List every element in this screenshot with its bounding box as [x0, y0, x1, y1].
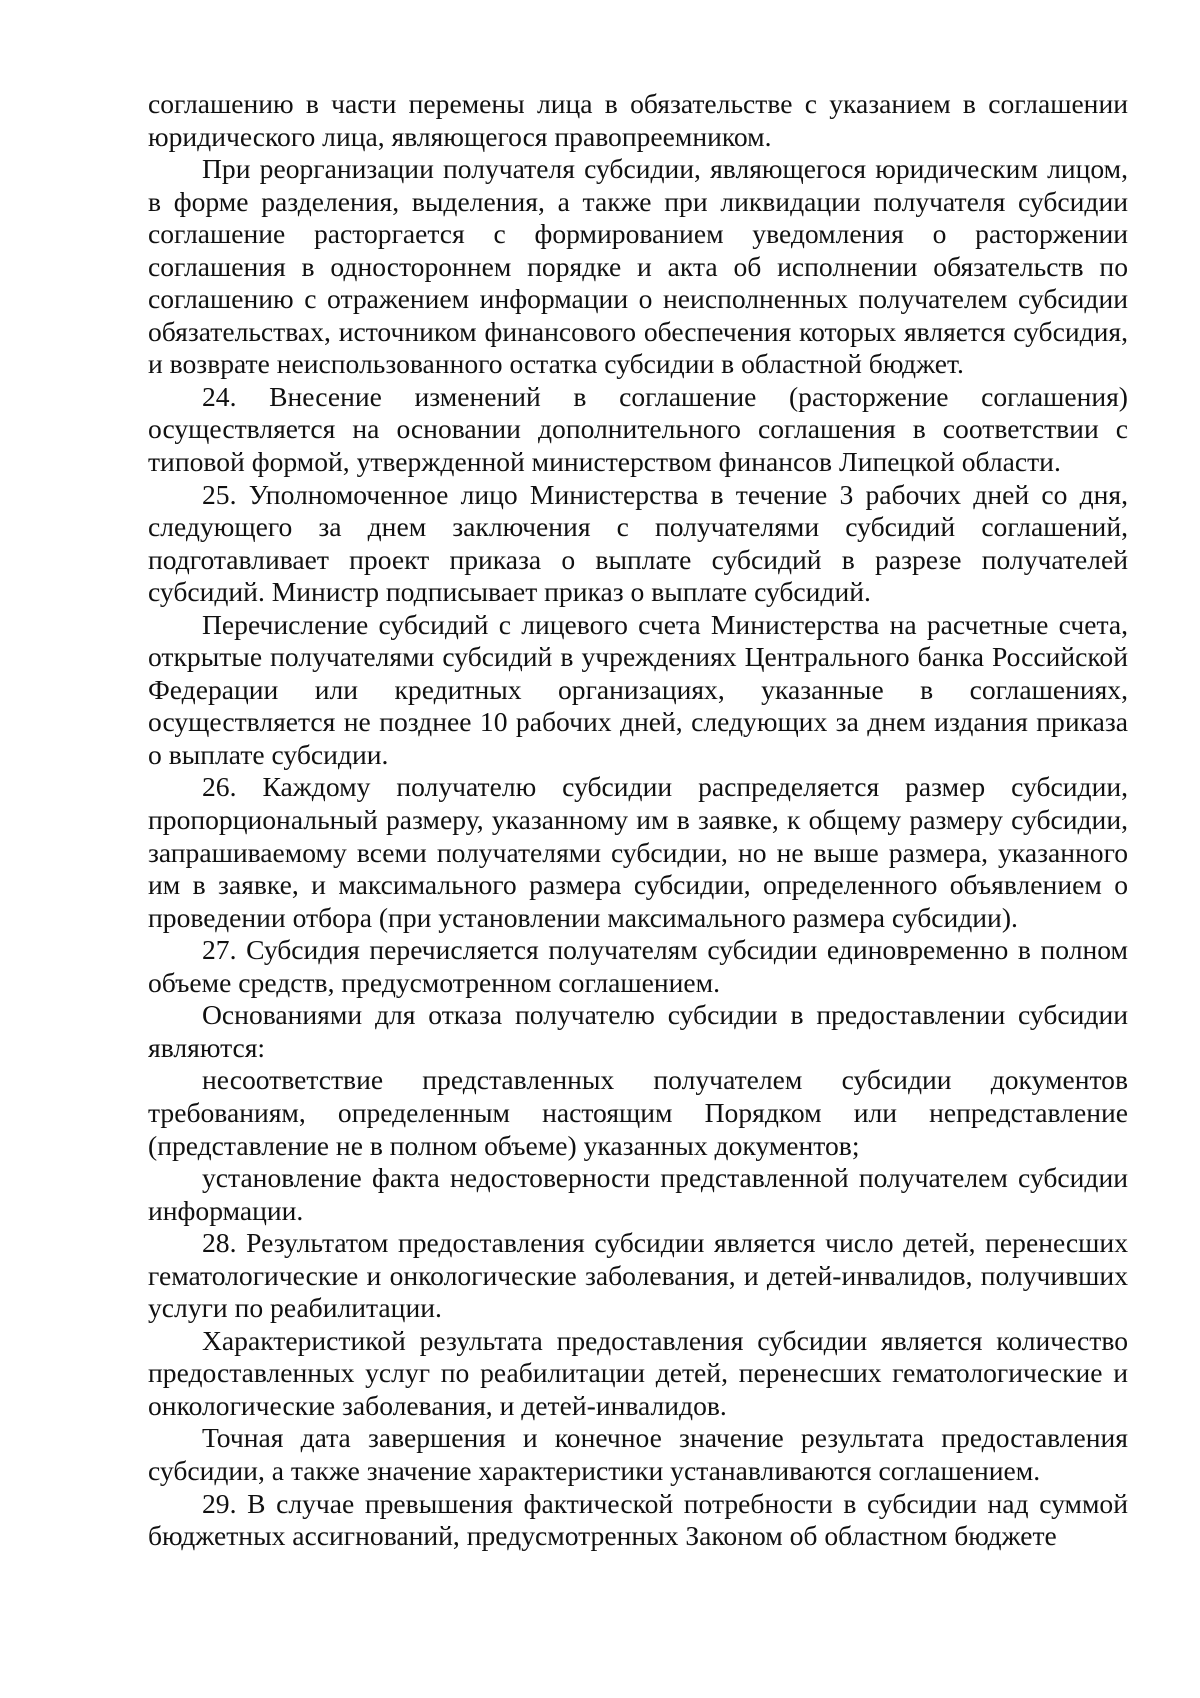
paragraph-characteristic: Характеристикой результата предоставления субсидии является количество предоставленных услуг по реабилитации детей, перенесших гематологические и онкологические заболевания, и детей-инвалидов.: [148, 1324, 1128, 1421]
paragraph-27: 27. Субсидия перечисляется получателям субсидии единовременно в полном объеме средств, предусмотренном соглашением.: [148, 934, 1128, 998]
paragraph-transfer: Перечисление субсидий с лицевого счета Министерства на расчетные счета, открытые получателями субсидий в учреждениях Центрального банка Российской Федерации или кредитных организациях, указанные в соглашениях, осуществляется не позднее 10 рабочих дней, следующих за днем издания приказа о выплате субсидии.: [148, 608, 1128, 770]
paragraph-25: 25. Уполномоченное лицо Министерства в течение 3 рабочих дней со дня, следующего за днем заключения с получателями субсидий соглашений, подготавливает проект приказа о выплате субсидий в разрезе получателей субсидий. Министр подписывает приказ о выплате субсидий.: [148, 478, 1128, 608]
paragraph-continuation: соглашению в части перемены лица в обязательстве с указанием в соглашении юридического лица, являющегося правопреемником.: [148, 88, 1128, 152]
paragraph-24: 24. Внесение изменений в соглашение (расторжение соглашения) осуществляется на основании дополнительного соглашения в соответствии с типовой формой, утвержденной министерством финансов Липецкой области.: [148, 380, 1128, 478]
paragraph-refusal-grounds: Основаниями для отказа получателю субсидии в предоставлении субсидии являются:: [148, 999, 1128, 1063]
paragraph-refusal-item-1: несоответствие представленных получателем субсидии документов требованиям, определенным настоящим Порядком или непредставление (представление не в полном объеме) указанных документов;: [148, 1064, 1128, 1161]
paragraph-26: 26. Каждому получателю субсидии распределяется размер субсидии, пропорциональный размеру, указанному им в заявке, к общему размеру субсидии, запрашиваемому всеми получателями субсидии, но не выше размера, указанного им в заявке, и максимального размера субсидии, определенного объявлением о проведении отбора (при установлении максимального размера субсидии).: [148, 771, 1128, 933]
document-text: [148, 88, 1128, 1553]
paragraph-29: 29. В случае превышения фактической потребности в субсидии над суммой бюджетных ассигнований, предусмотренных Законом об областном бюджете: [148, 1487, 1128, 1552]
paragraph-reorganization: При реорганизации получателя субсидии, являющегося юридическим лицом, в форме разделения, выделения, а также при ликвидации получателя субсидии соглашение расторгается с формированием уведомления о расторжении соглашения в одностороннем порядке и акта об исполнении обязательств по соглашению с отражением информации о неисполненных получателем субсидии обязательствах, источником финансового обеспечения которых является субсидия, и возврате неиспользованного остатка субсидии в областной бюджет.: [148, 153, 1128, 380]
paragraph-completion-date: Точная дата завершения и конечное значение результата предоставления субсидии, а также значение характеристики устанавливаются соглашением.: [148, 1422, 1128, 1486]
paragraph-28: 28. Результатом предоставления субсидии является число детей, перенесших гематологические и онкологические заболевания, и детей-инвалидов, получивших услуги по реабилитации.: [148, 1227, 1128, 1324]
paragraph-refusal-item-2: установление факта недостоверности представленной получателем субсидии информации.: [148, 1162, 1128, 1226]
